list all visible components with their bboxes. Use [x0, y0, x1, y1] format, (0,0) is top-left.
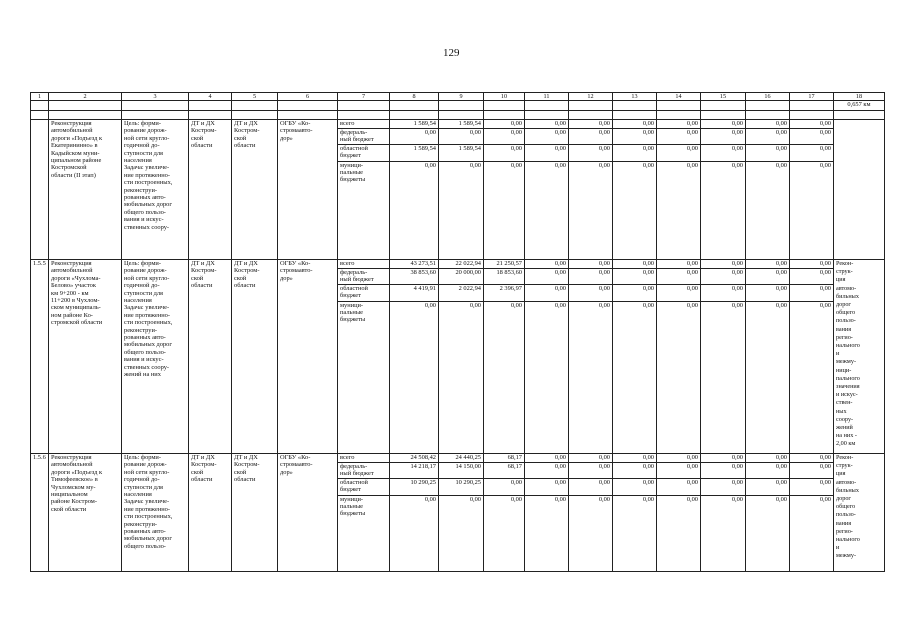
amount-value: 0,00: [790, 462, 834, 479]
amount-value: 0,00: [510, 120, 522, 127]
object-name: Реконструкция автомобильной дороги «Чухлома- Белово» участок км 9+200 - км 11+200 в Чухлом- ском муниципаль- ном районе Ко- стромской области: [49, 260, 122, 454]
amount-value: 24 440,25: [455, 454, 481, 461]
result-indicator: Рекон- струк- ция автомо- бильных дорог общего пользо- вания регио- нального и межму-: [834, 454, 885, 572]
value-col-10: [484, 454, 525, 572]
value-col-15: [701, 260, 746, 454]
participant: ОГБУ «Ко- стромаавто- дор»: [278, 454, 338, 572]
amount-value: 0,00: [701, 128, 746, 145]
amount-value: 0,00: [790, 284, 834, 301]
amount-value: 0,00: [439, 301, 484, 332]
value-col-9: [439, 120, 484, 260]
amount-value: 14 150,00: [439, 462, 484, 479]
value-col-14: [657, 260, 701, 454]
amount-value: 0,00: [613, 495, 657, 526]
header-col-1: 1: [31, 93, 49, 101]
amount-value: 0,00: [746, 284, 790, 301]
amount-value: 0,00: [598, 120, 610, 127]
amount-value: 10 290,25: [439, 478, 484, 495]
amount-value: 0,00: [746, 301, 790, 332]
amount-value: 0,00: [701, 478, 746, 495]
amount-value: 0,00: [569, 495, 613, 526]
amount-value: 0,00: [598, 260, 610, 267]
header-col-2: 2: [49, 93, 122, 101]
amount-value: 0,00: [701, 301, 746, 332]
funding-source-label: областной бюджет: [338, 478, 390, 495]
amount-value: 0,00: [525, 268, 569, 285]
result-indicator: [834, 120, 885, 260]
value-col-8: [390, 454, 439, 572]
amount-value: 0,00: [525, 284, 569, 301]
value-col-11: [525, 454, 569, 572]
object-name: Реконструкция автомобильной дороги «Подъезд к Екатерининно» в Кадыйском муни- ципальном районе Костромской области (II этап): [49, 120, 122, 260]
value-col-16: [746, 454, 790, 572]
amount-value: 0,00: [554, 120, 566, 127]
amount-value: 0,00: [731, 454, 743, 461]
funding-source-label: федераль- ный бюджет: [338, 462, 390, 479]
amount-value: 24 508,42: [410, 454, 436, 461]
amount-value: 0,00: [525, 301, 569, 332]
amount-value: 0,00: [569, 144, 613, 161]
value-col-12: [569, 454, 613, 572]
co-executor: ДТ и ДХ Костром- ской области: [232, 120, 278, 260]
amount-value: 0,00: [819, 260, 831, 267]
amount-value: 0,00: [686, 260, 698, 267]
continued-note: 0,657 км: [834, 101, 885, 111]
amount-value: 0,00: [775, 120, 787, 127]
amount-value: 0,00: [569, 161, 613, 192]
row-number: 1.5.5: [31, 260, 49, 454]
value-col-16: [746, 120, 790, 260]
responsible-executor: ДТ и ДХ Костром- ской области: [189, 260, 232, 454]
header-col-11: 11: [525, 93, 569, 101]
amount-value: 0,00: [525, 128, 569, 145]
amount-value: 0,00: [746, 462, 790, 479]
amount-value: 0,00: [701, 462, 746, 479]
amount-value: 0,00: [613, 284, 657, 301]
value-col-11: [525, 260, 569, 454]
amount-value: 0,00: [701, 284, 746, 301]
header-col-18: 18: [834, 93, 885, 101]
funding-sources: [338, 120, 390, 260]
amount-value: 0,00: [746, 144, 790, 161]
amount-value: 0,00: [746, 161, 790, 192]
amount-value: 0,00: [746, 128, 790, 145]
co-executor: ДТ и ДХ Костром- ской области: [232, 454, 278, 572]
amount-value: 2 396,97: [484, 284, 525, 301]
amount-value: 0,00: [439, 161, 484, 192]
funding-source-label: федераль- ный бюджет: [338, 268, 390, 285]
amount-value: 0,00: [484, 161, 525, 192]
amount-value: 38 853,60: [390, 268, 439, 285]
funding-source-label: всего: [340, 454, 355, 461]
amount-value: 43 273,51: [410, 260, 436, 267]
amount-value: 0,00: [439, 128, 484, 145]
value-col-8: [390, 120, 439, 260]
value-col-17: [790, 120, 834, 260]
amount-value: 0,00: [390, 128, 439, 145]
amount-value: 0,00: [569, 478, 613, 495]
amount-value: 0,00: [701, 268, 746, 285]
program-table: [30, 92, 885, 572]
value-col-14: [657, 454, 701, 572]
table-row: [31, 260, 885, 454]
funding-source-label: областной бюджет: [338, 144, 390, 161]
table-row: [31, 454, 885, 572]
amount-value: 0,00: [790, 301, 834, 332]
amount-value: 0,00: [569, 462, 613, 479]
header-col-10: 10: [484, 93, 525, 101]
amount-value: 0,00: [642, 120, 654, 127]
amount-value: 0,00: [439, 495, 484, 526]
page-number: 129: [443, 47, 460, 59]
goal-task: Цель: форми- рование дорож- ной сети кругло- годичной до- ступности для населения Задача: увеличе- ние протяженно- сти построенных, реконструи- рованных авто- мобильных дорог общего пользо- вания и искус- ственных соору-: [122, 120, 189, 260]
result-indicator: Рекон- струк- ция автомо- бильных дорог общего пользо- вания регио- нального и межму- ници- пального значения и искус- ствен- ных соору- жений на них - 2,00 км: [834, 260, 885, 454]
amount-value: 0,00: [790, 128, 834, 145]
amount-value: 0,00: [525, 495, 569, 526]
amount-value: 2 022,94: [439, 284, 484, 301]
amount-value: 0,00: [701, 144, 746, 161]
amount-value: 0,00: [790, 161, 834, 192]
amount-value: 0,00: [686, 454, 698, 461]
responsible-executor: ДТ и ДХ Костром- ской области: [189, 120, 232, 260]
amount-value: 14 218,17: [390, 462, 439, 479]
amount-value: 0,00: [613, 268, 657, 285]
header-col-8: 8: [390, 93, 439, 101]
amount-value: 4 419,91: [390, 284, 439, 301]
funding-source-label: муници- пальные бюджеты: [338, 161, 390, 192]
amount-value: 0,00: [569, 301, 613, 332]
value-col-12: [569, 260, 613, 454]
amount-value: 0,00: [554, 260, 566, 267]
amount-value: 10 290,25: [390, 478, 439, 495]
amount-value: 1 589,54: [439, 144, 484, 161]
amount-value: 0,00: [790, 144, 834, 161]
responsible-executor: ДТ и ДХ Костром- ской области: [189, 454, 232, 572]
amount-value: 1 589,54: [413, 120, 436, 127]
amount-value: 0,00: [746, 495, 790, 526]
amount-value: 22 022,94: [455, 260, 481, 267]
amount-value: 20 000,00: [439, 268, 484, 285]
header-col-9: 9: [439, 93, 484, 101]
amount-value: 68,17: [507, 454, 522, 461]
header-row: [31, 93, 885, 101]
amount-value: 0,00: [657, 128, 701, 145]
value-col-17: [790, 260, 834, 454]
amount-value: 0,00: [525, 462, 569, 479]
amount-value: 0,00: [686, 120, 698, 127]
amount-value: 0,00: [819, 454, 831, 461]
value-col-13: [613, 260, 657, 454]
amount-value: 0,00: [613, 161, 657, 192]
value-col-10: [484, 260, 525, 454]
amount-value: 0,00: [657, 268, 701, 285]
participant: ОГБУ «Ко- стромаавто- дор»: [278, 260, 338, 454]
funding-source-label: муници- пальные бюджеты: [338, 301, 390, 332]
header-col-16: 16: [746, 93, 790, 101]
amount-value: 0,00: [657, 144, 701, 161]
amount-value: 0,00: [819, 120, 831, 127]
amount-value: 0,00: [657, 284, 701, 301]
co-executor: ДТ и ДХ Костром- ской области: [232, 260, 278, 454]
amount-value: 0,00: [484, 478, 525, 495]
amount-value: 0,00: [484, 128, 525, 145]
amount-value: 0,00: [613, 478, 657, 495]
amount-value: 0,00: [701, 495, 746, 526]
header-col-13: 13: [613, 93, 657, 101]
amount-value: 0,00: [598, 454, 610, 461]
funding-source-label: областной бюджет: [338, 284, 390, 301]
value-col-15: [701, 454, 746, 572]
amount-value: 0,00: [642, 260, 654, 267]
amount-value: 0,00: [613, 128, 657, 145]
amount-value: 0,00: [790, 268, 834, 285]
amount-value: 0,00: [525, 144, 569, 161]
amount-value: 0,00: [569, 128, 613, 145]
funding-source-label: всего: [340, 120, 355, 127]
amount-value: 0,00: [613, 301, 657, 332]
row-number: 1.5.6: [31, 454, 49, 572]
amount-value: 0,00: [569, 268, 613, 285]
amount-value: 0,00: [701, 161, 746, 192]
amount-value: 0,00: [390, 161, 439, 192]
amount-value: 0,00: [775, 260, 787, 267]
amount-value: 0,00: [731, 260, 743, 267]
amount-value: 21 250,57: [496, 260, 522, 267]
amount-value: 0,00: [790, 478, 834, 495]
amount-value: 68,17: [484, 462, 525, 479]
object-name: Реконструкция автомобильной дороги «Подъезд к Тимофеевское» в Чухломском му- ниципальном районе Костром- ской области: [49, 454, 122, 572]
header-col-14: 14: [657, 93, 701, 101]
amount-value: 0,00: [746, 268, 790, 285]
header-col-12: 12: [569, 93, 613, 101]
amount-value: 0,00: [569, 284, 613, 301]
amount-value: 0,00: [775, 454, 787, 461]
amount-value: 0,00: [525, 161, 569, 192]
value-col-10: [484, 120, 525, 260]
funding-sources: [338, 454, 390, 572]
funding-sources: [338, 260, 390, 454]
value-col-12: [569, 120, 613, 260]
table-row: [31, 120, 885, 260]
goal-task: Цель: форми- рование дорож- ной сети кругло- годичной до- ступности для населения Задача: увеличе- ние протяженно- сти построенных, реконструи- рованных авто- мобильных дорог общего пользо- вания и искус- ственных соору- жений на них: [122, 260, 189, 454]
amount-value: 0,00: [484, 301, 525, 332]
amount-value: 0,00: [390, 495, 439, 526]
amount-value: 0,00: [657, 462, 701, 479]
amount-value: 0,00: [657, 478, 701, 495]
funding-source-label: муници- пальные бюджеты: [338, 495, 390, 526]
value-col-14: [657, 120, 701, 260]
value-col-15: [701, 120, 746, 260]
amount-value: 0,00: [657, 301, 701, 332]
header-col-6: 6: [278, 93, 338, 101]
amount-value: 0,00: [746, 478, 790, 495]
amount-value: 18 853,60: [484, 268, 525, 285]
value-col-16: [746, 260, 790, 454]
value-col-9: [439, 260, 484, 454]
value-col-8: [390, 260, 439, 454]
value-col-13: [613, 120, 657, 260]
value-col-11: [525, 120, 569, 260]
amount-value: 0,00: [613, 144, 657, 161]
header-col-4: 4: [189, 93, 232, 101]
funding-source-label: всего: [340, 260, 355, 267]
amount-value: 0,00: [554, 454, 566, 461]
amount-value: 0,00: [613, 462, 657, 479]
amount-value: 1 589,54: [458, 120, 481, 127]
amount-value: 0,00: [390, 301, 439, 332]
participant: ОГБУ «Ко- стромаавто- дор»: [278, 120, 338, 260]
header-col-3: 3: [122, 93, 189, 101]
funding-source-label: федераль- ный бюджет: [338, 128, 390, 145]
amount-value: 0,00: [657, 495, 701, 526]
amount-value: 0,00: [657, 161, 701, 192]
amount-value: 0,00: [525, 478, 569, 495]
continuation-row: [31, 101, 885, 111]
header-col-15: 15: [701, 93, 746, 101]
header-col-17: 17: [790, 93, 834, 101]
value-col-17: [790, 454, 834, 572]
amount-value: 0,00: [484, 495, 525, 526]
goal-task: Цель: форми- рование дорож- ной сети кругло- годичной до- ступности для населения Задача: увеличе- ние протяженно- сти построенных, реконструи- рованных авто- мобильных дорог общего пользо-: [122, 454, 189, 572]
row-number: [31, 120, 49, 260]
value-col-9: [439, 454, 484, 572]
amount-value: 0,00: [484, 144, 525, 161]
amount-value: 0,00: [790, 495, 834, 526]
value-col-13: [613, 454, 657, 572]
amount-value: 0,00: [731, 120, 743, 127]
amount-value: 0,00: [642, 454, 654, 461]
spacer-row: [31, 111, 885, 120]
amount-value: 1 589,54: [390, 144, 439, 161]
header-col-5: 5: [232, 93, 278, 101]
header-col-7: 7: [338, 93, 390, 101]
